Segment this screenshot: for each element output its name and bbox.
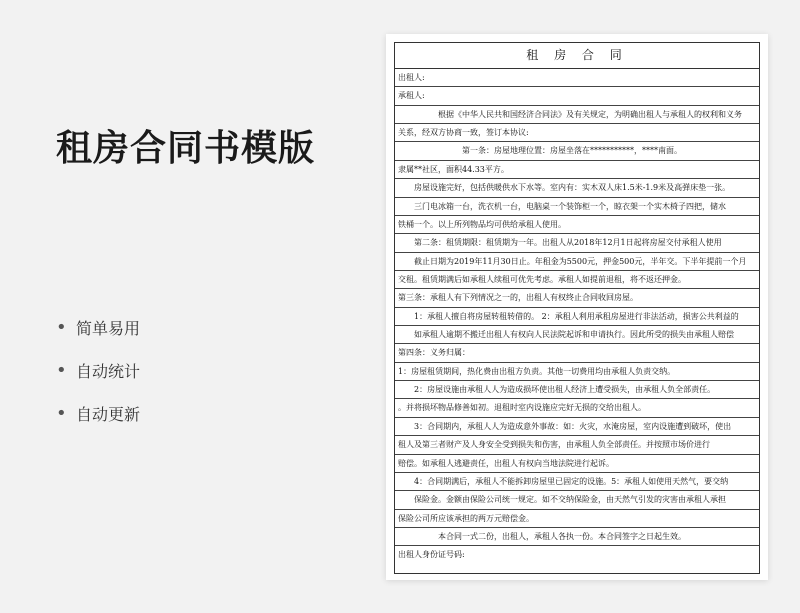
contract-line: 出租人:	[395, 69, 759, 87]
contract-line: 2：房屋设施由承租人人为造成损坏使出租人经济上遭受损失，由承租人负全部责任。	[395, 381, 759, 399]
bullet-icon: •	[56, 316, 67, 338]
contract-line: 三门电冰箱一台，洗衣机一台，电脑桌一个装饰柜一个，晾衣架一个实木椅子四把，储水	[395, 198, 759, 216]
contract-line: 第三条：承租人有下列情况之一的，出租人有权终止合同收回房屋。	[395, 289, 759, 307]
contract-line: 本合同一式二份，出租人，承租人各执一份。本合同签字之日起生效。	[395, 528, 759, 546]
contract-line: 第四条：义务归属：	[395, 344, 759, 362]
contract-line: 1：房屋租赁期间，热化费由出租方负责。其他一切费用均由承租人负责交纳。	[395, 363, 759, 381]
contract-line: 1：承租人擅自将房屋转租转借的。 2：承租人利用承租房屋进行非法活动，损害公共利益的	[395, 308, 759, 326]
contract-table	[394, 42, 760, 574]
contract-line: 赔偿。如承租人逃避责任，出租人有权向当地法院进行起诉。	[395, 455, 759, 473]
contract-line: 房屋设施完好，包括供暖供水下水等。室内有：实木双人床1.5米-1.9米及高弹床垫一张。	[395, 179, 759, 197]
contract-line: 第一条：房屋地理位置：房屋坐落在***********，****南面。	[395, 142, 759, 160]
contract-line: 保险公司所应该承担的两万元赔偿金。	[395, 510, 759, 528]
contract-line: 交租。租赁期满后如承租人续租可优先考虑。承租人如提前退租，将不返还押金。	[395, 271, 759, 289]
feature-list	[56, 316, 140, 445]
feature-label: 简单易用	[76, 318, 141, 338]
contract-line: 关系，经双方协商一致，签订本协议:	[395, 124, 759, 142]
contract-line: 出租人身份证号码:	[398, 550, 465, 560]
contract-body	[395, 69, 759, 565]
contract-line: 第二条：租赁期限：租赁期为一年。出租人从2018年12月1日起将房屋交付承租人使用	[395, 234, 759, 252]
contract-line: 隶属**社区，面积44.33平方。	[395, 161, 759, 179]
document-preview	[386, 34, 768, 580]
contract-line: 4：合同期满后，承租人不能拆卸房屋里已固定的设施。5：承租人如使用天然气，要交纳	[395, 473, 759, 491]
page-title: 租房合同书模版	[56, 128, 316, 169]
feature-item	[56, 359, 140, 381]
contract-title: 租 房 合 同	[395, 43, 759, 69]
contract-line: 。并将损坏物品修善如初。退租时室内设施应完好无损的交给出租人。	[395, 399, 759, 417]
contract-line: 如承租人逾期不搬迁出租人有权向人民法院起诉和申请执行。因此所受的损失由承租人赔偿	[395, 326, 759, 344]
contract-line: 承租人:	[395, 87, 759, 105]
contract-line: 根据《中华人民共和国经济合同法》及有关规定，为明确出租人与承租人的权利和义务	[395, 106, 759, 124]
feature-item	[56, 402, 140, 424]
bullet-icon: •	[56, 402, 67, 424]
contract-line: 3：合同期内，承租人人为造成意外事故：如：火灾，水淹房屋，室内设施遭到破坏，使出	[395, 418, 759, 436]
contract-line: 铁桶一个。以上所列物品均可供给承租人使用。	[395, 216, 759, 234]
feature-label: 自动统计	[76, 361, 141, 381]
feature-item	[56, 316, 140, 338]
bullet-icon: •	[56, 359, 67, 381]
contract-line: 截止日期为2019年11月30日止。年租金为5500元，押金500元，半年交。下半年提前一个月	[395, 253, 759, 271]
feature-label: 自动更新	[76, 404, 141, 424]
contract-line: 保险金。金额由保险公司统一规定。如不交纳保险金，由天然气引发的灾害由承租人承担	[395, 491, 759, 509]
contract-line: 租人及第三者财产及人身安全受到损失和伤害，由承租人负全部责任。并按照市场价进行	[395, 436, 759, 454]
